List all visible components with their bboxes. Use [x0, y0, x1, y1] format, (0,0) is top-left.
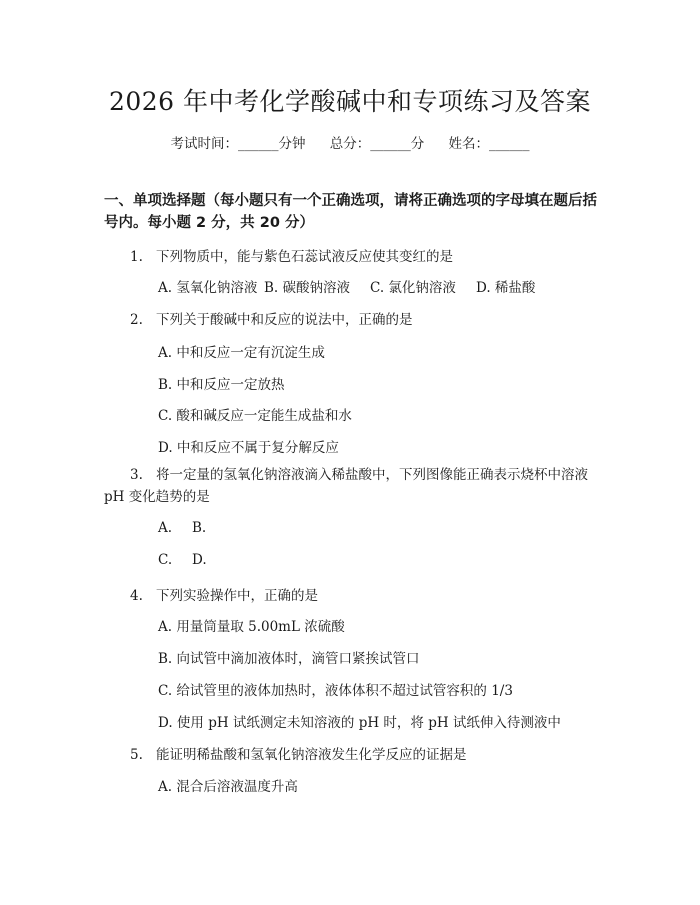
- option-b: B. 中和反应一定放热: [158, 377, 285, 393]
- question-stem: 下列物质中，能与紫色石蕊试液反应使其变红的是: [156, 249, 453, 265]
- question-3-options-row-2: [158, 552, 207, 568]
- option-b: B. 向试管中滴加液体时，滴管口紧挨试管口: [158, 651, 420, 667]
- option-a: A.: [158, 520, 173, 536]
- option-a: A. 用量筒量取 5.00mL 浓硫酸: [158, 619, 345, 635]
- question-1-options: [158, 276, 535, 296]
- exam-info: [0, 132, 700, 152]
- option-c: C. 酸和碱反应一定能生成盐和水: [158, 408, 352, 424]
- question-3-options-row-1: [158, 520, 206, 536]
- exam-time-field: 考试时间：______分钟: [170, 136, 306, 152]
- option-c: C. 氯化钠溶液: [370, 280, 456, 296]
- option-b: B.: [192, 520, 207, 536]
- option-d: D. 使用 pH 试纸测定未知溶液的 pH 时，将 pH 试纸伸入待测液中: [158, 715, 561, 731]
- question-number: 3.: [130, 467, 143, 483]
- question-number: 5.: [130, 747, 143, 763]
- question-4: [130, 584, 318, 604]
- option-d: D. 稀盐酸: [476, 280, 536, 296]
- question-number: 2.: [130, 312, 143, 328]
- option-a: A. 氢氧化钠溶液: [158, 280, 258, 296]
- option-d: D. 中和反应不属于复分解反应: [158, 440, 339, 456]
- question-stem: 能证明稀盐酸和氢氧化钠溶液发生化学反应的证据是: [156, 747, 467, 763]
- section-header: 一、单项选择题（每小题只有一个正确选项，请将正确选项的字母填在题后括号内。每小题 2 分，共 20 分）: [104, 193, 597, 231]
- question-stem: 下列实验操作中，正确的是: [156, 588, 318, 604]
- question-2: [130, 308, 413, 328]
- question-5: [130, 743, 467, 763]
- question-number: 4.: [130, 588, 143, 604]
- question-3: [104, 464, 604, 508]
- name-field: 姓名：______: [448, 136, 530, 152]
- option-a: A. 混合后溶液温度升高: [158, 779, 298, 795]
- option-c: C. 给试管里的液体加热时，液体体积不超过试管容积的 1/3: [158, 683, 513, 699]
- total-score-field: 总分：______分: [329, 136, 425, 152]
- page-title: 2026 年中考化学酸碱中和专项练习及答案: [108, 87, 592, 116]
- question-1: [130, 245, 453, 265]
- question-number: 1.: [130, 249, 143, 265]
- option-b: B. 碳酸钠溶液: [264, 280, 351, 296]
- option-a: A. 中和反应一定有沉淀生成: [158, 345, 325, 361]
- option-d: D.: [192, 552, 207, 568]
- option-c: C.: [158, 552, 173, 568]
- question-stem: 将一定量的氢氧化钠溶液滴入稀盐酸中，下列图像能正确表示烧杯中溶液 pH 变化趋势的是: [104, 467, 588, 505]
- question-stem: 下列关于酸碱中和反应的说法中，正确的是: [156, 312, 413, 328]
